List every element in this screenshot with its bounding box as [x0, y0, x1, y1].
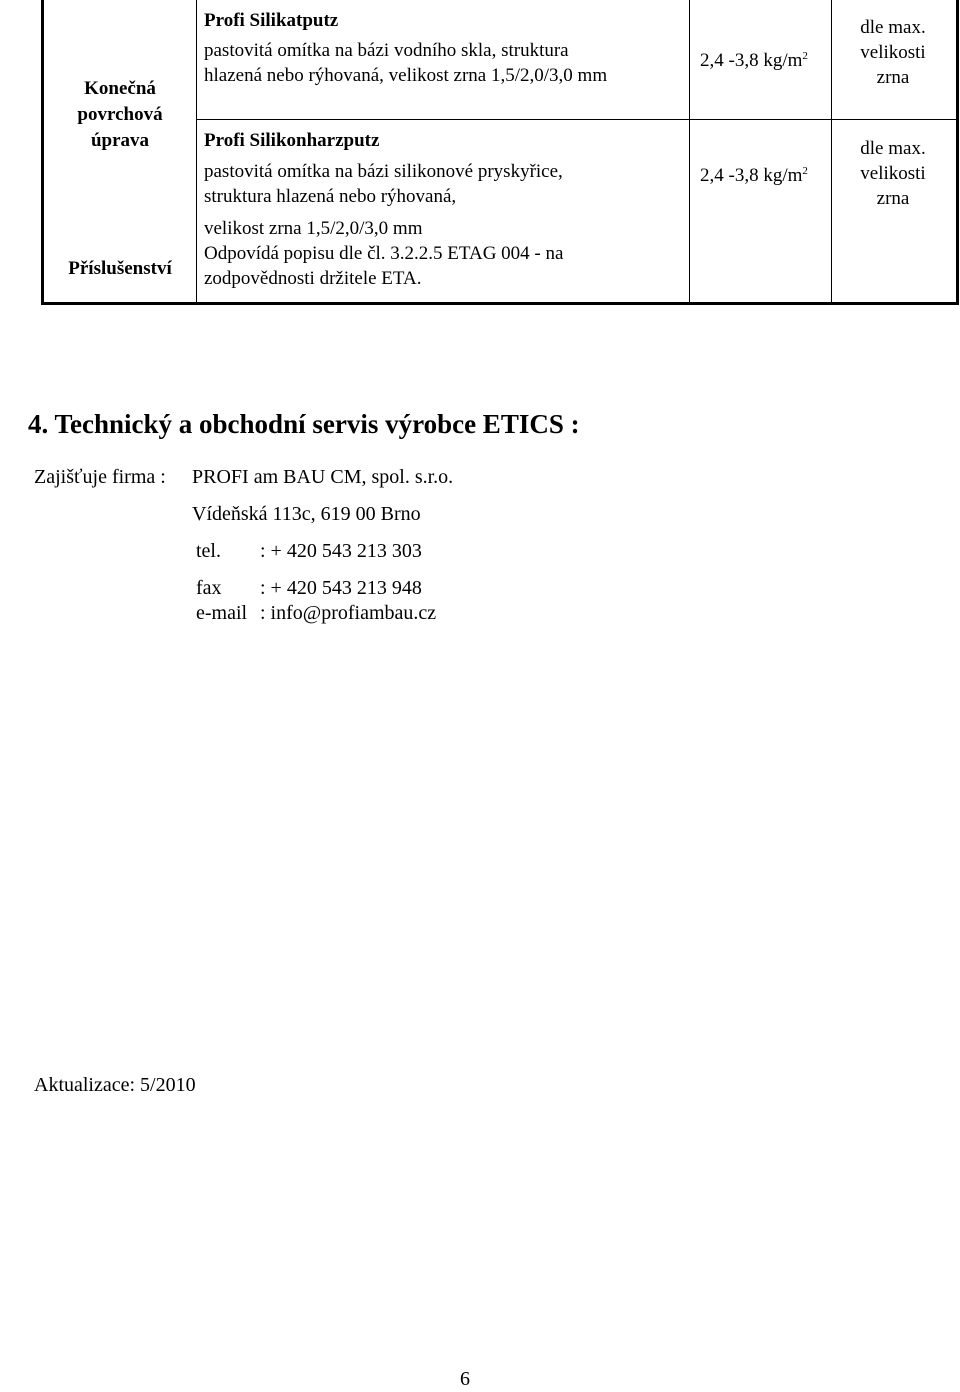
note-line: velikosti [860, 163, 926, 184]
grain-note [832, 15, 954, 90]
company-name: PROFI am BAU CM, spol. s.r.o. [192, 466, 454, 488]
accessories-description-line: zodpovědnosti držitele ETA. [204, 268, 422, 289]
label-line: úprava [90, 130, 150, 151]
consumption-superscript: 2 [802, 50, 808, 62]
row-label-final-finish [44, 76, 196, 154]
consumption-value [700, 163, 808, 189]
note-line: velikosti [860, 42, 926, 63]
column-divider [196, 0, 197, 302]
fax-label: fax [196, 577, 222, 599]
accessories-description-line: Odpovídá popisu dle čl. 3.2.2.5 ETAG 004 - na [204, 243, 564, 264]
note-line: zrna [876, 67, 910, 88]
consumption-value [700, 48, 808, 74]
update-date: Aktualizace: 5/2010 [34, 1074, 196, 1096]
grain-note [832, 136, 954, 211]
product-description-line: pastovitá omítka na bázi silikonové pryskyřice, [204, 161, 563, 182]
product-description-line: struktura hlazená nebo rýhovaná, [204, 186, 457, 207]
fax-value: : + 420 543 213 948 [260, 577, 422, 599]
email-label: e-mail [196, 602, 248, 624]
product-description-line: hlazená nebo rýhovaná, velikost zrna 1,5/2,0/3,0 mm [204, 65, 608, 86]
note-line: dle max. [860, 17, 926, 38]
page-number: 6 [460, 1368, 470, 1390]
email-value[interactable]: : info@profiambau.cz [260, 602, 437, 624]
consumption-superscript: 2 [802, 165, 808, 177]
product-description-line: velikost zrna 1,5/2,0/3,0 mm [204, 218, 423, 239]
section-heading: 4. Technický a obchodní servis výrobce ETICS : [28, 409, 580, 439]
consumption-text: 2,4 -3,8 kg/m [700, 50, 803, 71]
note-line: zrna [876, 188, 910, 209]
product-name-silikonharzputz: Profi Silikonharzputz [204, 130, 380, 151]
tel-label: tel. [196, 540, 221, 562]
row-label-accessories: Příslušenství [68, 258, 172, 279]
provider-label: Zajišťuje firma : [34, 466, 166, 488]
label-line: povrchová [77, 104, 163, 125]
product-name-silikatputz: Profi Silikatputz [204, 10, 339, 31]
note-line: dle max. [860, 138, 926, 159]
consumption-text: 2,4 -3,8 kg/m [700, 165, 803, 186]
tel-value: : + 420 543 213 303 [260, 540, 422, 562]
product-description-line: pastovitá omítka na bázi vodního skla, struktura [204, 40, 569, 61]
company-address: Vídeňská 113c, 619 00 Brno [192, 503, 421, 525]
label-line: Konečná [84, 78, 156, 99]
column-divider [689, 0, 690, 302]
row-divider [196, 119, 956, 120]
